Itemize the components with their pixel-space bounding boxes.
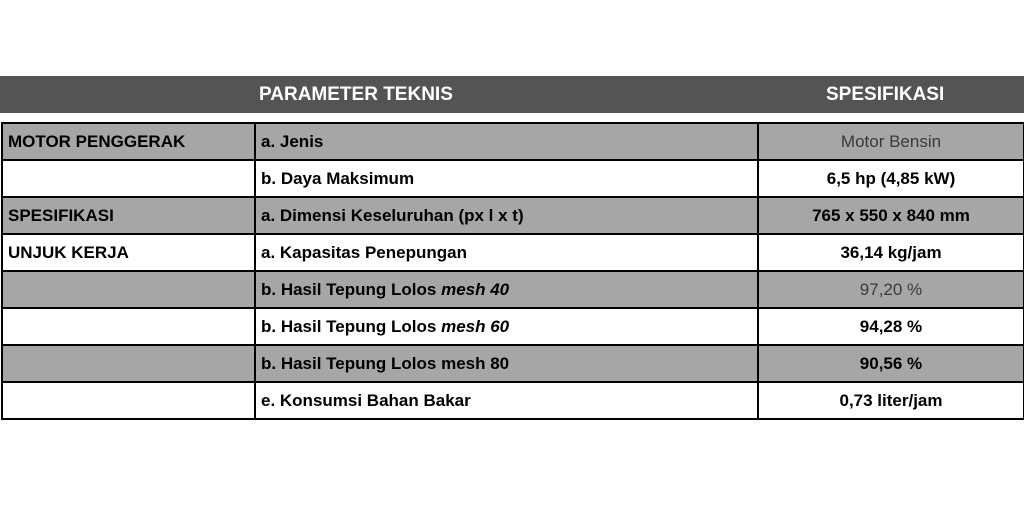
spec-table bbox=[1, 122, 1024, 420]
value-cell: 6,5 hp (4,85 kW) bbox=[758, 160, 1024, 197]
value-cell: 0,73 liter/jam bbox=[758, 382, 1024, 419]
parameter-text: b. Hasil Tepung Lolos bbox=[261, 279, 442, 299]
category-cell: UNJUK KERJA bbox=[2, 234, 255, 271]
parameter-text: a. Dimensi Keseluruhan (px l x t) bbox=[261, 205, 524, 225]
value-cell: 765 x 550 x 840 mm bbox=[758, 197, 1024, 234]
table-header-bar bbox=[0, 76, 1024, 113]
table-row bbox=[2, 160, 1024, 197]
parameter-cell bbox=[255, 308, 758, 345]
category-cell bbox=[2, 271, 255, 308]
table-row bbox=[2, 382, 1024, 419]
parameter-text: b. Hasil Tepung Lolos mesh 80 bbox=[261, 353, 510, 373]
parameter-cell bbox=[255, 382, 758, 419]
parameter-italic-text: mesh 60 bbox=[441, 316, 510, 336]
table-row bbox=[2, 123, 1024, 160]
value-cell: Motor Bensin bbox=[758, 123, 1024, 160]
category-cell bbox=[2, 160, 255, 197]
table-row bbox=[2, 234, 1024, 271]
parameter-cell bbox=[255, 271, 758, 308]
parameter-cell bbox=[255, 197, 758, 234]
value-cell: 97,20 % bbox=[758, 271, 1024, 308]
table-row bbox=[2, 345, 1024, 382]
parameter-italic-text: mesh 40 bbox=[441, 279, 510, 299]
category-cell bbox=[2, 308, 255, 345]
category-cell: SPESIFIKASI bbox=[2, 197, 255, 234]
parameter-text: b. Hasil Tepung Lolos bbox=[261, 316, 442, 336]
table-row bbox=[2, 271, 1024, 308]
parameter-text: a. Jenis bbox=[261, 131, 324, 151]
parameter-cell bbox=[255, 123, 758, 160]
parameter-cell bbox=[255, 234, 758, 271]
value-cell: 94,28 % bbox=[758, 308, 1024, 345]
category-cell: MOTOR PENGGERAK bbox=[2, 123, 255, 160]
parameter-cell bbox=[255, 160, 758, 197]
category-cell bbox=[2, 345, 255, 382]
value-cell: 36,14 kg/jam bbox=[758, 234, 1024, 271]
parameter-text: a. Kapasitas Penepungan bbox=[261, 242, 467, 262]
category-cell bbox=[2, 382, 255, 419]
table-row bbox=[2, 197, 1024, 234]
parameter-text: e. Konsumsi Bahan Bakar bbox=[261, 390, 471, 410]
header-parameter-teknis: PARAMETER TEKNIS bbox=[259, 84, 453, 105]
parameter-cell bbox=[255, 345, 758, 382]
header-spesifikasi: SPESIFIKASI bbox=[826, 84, 945, 105]
parameter-text: b. Daya Maksimum bbox=[261, 168, 415, 188]
table-row bbox=[2, 308, 1024, 345]
value-cell: 90,56 % bbox=[758, 345, 1024, 382]
